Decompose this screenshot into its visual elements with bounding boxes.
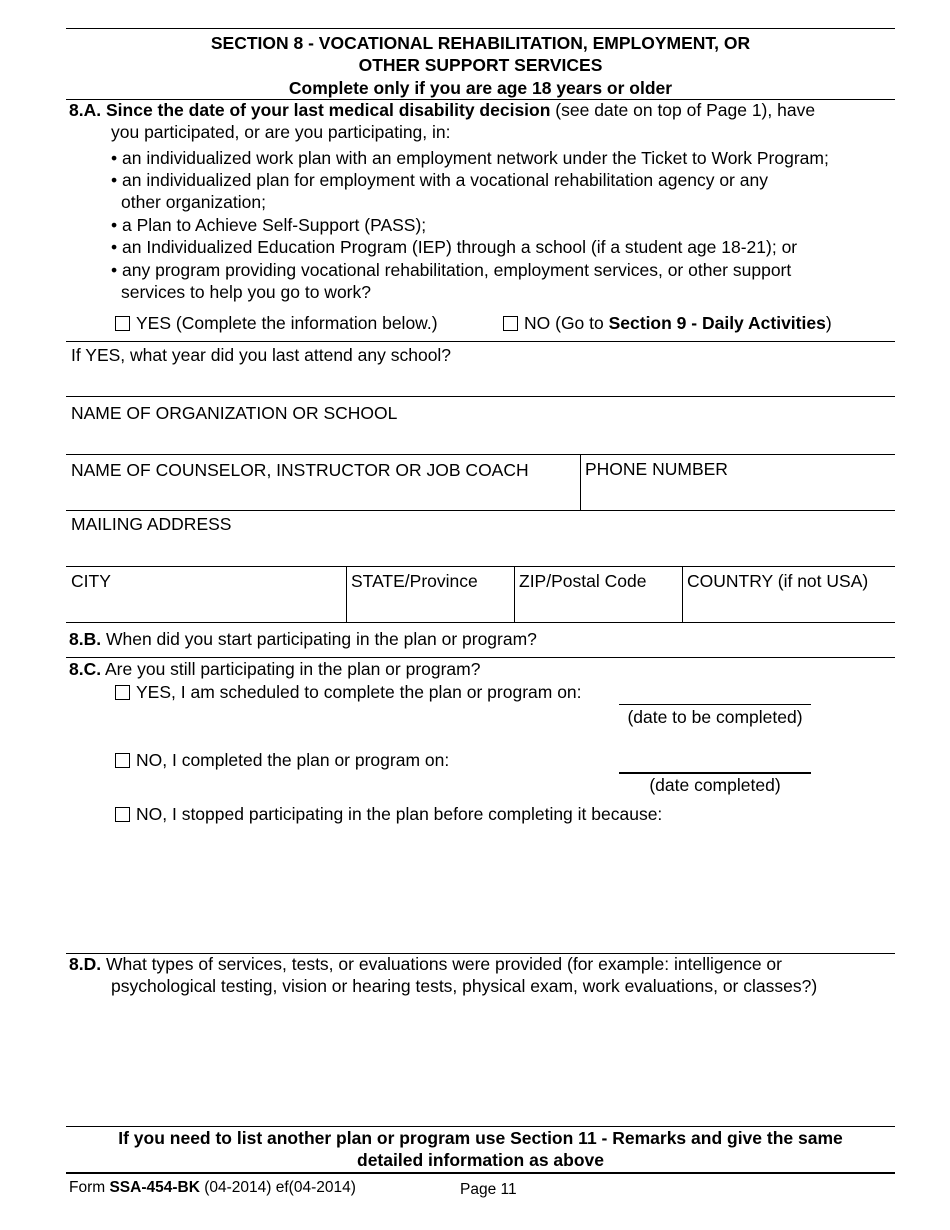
- section-subtitle: Complete only if you are age 18 years or older: [288, 78, 673, 98]
- no-stopped-checkbox[interactable]: [115, 807, 130, 822]
- country-field[interactable]: [683, 593, 895, 622]
- rule-8b: [66, 622, 895, 623]
- mailing-address-field[interactable]: [66, 536, 895, 566]
- counselor-name-label: NAME OF COUNSELOR, INSTRUCTOR OR JOB COACH: [71, 460, 529, 480]
- form-id: [69, 1177, 356, 1199]
- no-label-suffix: ): [825, 313, 832, 333]
- state-field[interactable]: [347, 593, 514, 622]
- org-name-field[interactable]: [66, 424, 895, 454]
- page-number: Page 11: [460, 1181, 517, 1198]
- stopped-reason-field[interactable]: [66, 830, 895, 950]
- rule-last-school: [66, 341, 895, 342]
- question-8b: [69, 628, 537, 650]
- q8a-text-line2: you participated, or are you participating, in:: [111, 122, 451, 142]
- bullet-text: an individualized work plan with an employment network under the Ticket to Work Program;: [122, 148, 829, 168]
- yes-label: YES (Complete the information below.): [136, 313, 438, 333]
- yes-checkbox[interactable]: [115, 316, 130, 331]
- bullet-dot: •: [111, 215, 118, 235]
- city-field[interactable]: [66, 593, 346, 622]
- date-to-be-completed-field[interactable]: [619, 704, 811, 705]
- q8d-number: 8.D.: [69, 954, 102, 974]
- question-8d: [69, 953, 782, 975]
- bullet-dot: •: [111, 148, 118, 168]
- last-school-year-label: If YES, what year did you last attend any school?: [71, 345, 452, 365]
- q8c-no-stopped-option[interactable]: [115, 803, 662, 825]
- footer-note-line1: If you need to list another plan or program use Section 11 - Remarks and give the same: [118, 1128, 843, 1148]
- yes-scheduled-label: YES, I am scheduled to complete the plan or program on:: [136, 682, 582, 702]
- form-prefix: Form: [69, 1179, 110, 1196]
- bullet-dot: •: [111, 170, 118, 190]
- date-completed-caption: (date completed): [649, 775, 781, 795]
- no-checkbox[interactable]: [503, 316, 518, 331]
- q8a-bullet-1: [111, 147, 829, 169]
- question-8c: [69, 658, 480, 680]
- services-provided-field[interactable]: [66, 1000, 895, 1122]
- rule-address: [66, 510, 895, 511]
- form-suffix: (04-2014) ef(04-2014): [199, 1179, 356, 1196]
- counselor-name-field[interactable]: [66, 481, 580, 510]
- q8a-bold-text: Since the date of your last medical disability decision: [105, 100, 551, 120]
- rule-org: [66, 396, 895, 397]
- bullet-dot: •: [111, 237, 118, 257]
- q8c-number: 8.C.: [69, 659, 102, 679]
- q8c-yes-option[interactable]: [115, 681, 582, 703]
- q8a-yes-option[interactable]: [115, 312, 438, 334]
- org-name-label: NAME OF ORGANIZATION OR SCHOOL: [71, 403, 398, 423]
- q8c-text: Are you still participating in the plan or program?: [101, 659, 481, 679]
- rule-page-footer: [66, 1172, 895, 1174]
- question-8a: [69, 99, 895, 121]
- no-label-bold: Section 9 - Daily Activities: [608, 313, 826, 333]
- mailing-address-label: MAILING ADDRESS: [71, 514, 232, 534]
- no-label-prefix: NO (Go to: [524, 313, 609, 333]
- zip-label: ZIP/Postal Code: [519, 571, 647, 591]
- bullet-text: any program providing vocational rehabilitation, employment services, or other support: [122, 260, 792, 280]
- q8d-text-line2: psychological testing, vision or hearing tests, physical exam, work evaluations, or classes?): [111, 976, 818, 996]
- q8d-text-line1: What types of services, tests, or evaluations were provided (for example: intelligence or: [101, 954, 782, 974]
- q8a-bullet-4: [111, 236, 797, 258]
- q8b-text: When did you start participating in the plan or program?: [101, 629, 537, 649]
- section-title-line2: OTHER SUPPORT SERVICES: [358, 55, 603, 75]
- section-title-line1: SECTION 8 - VOCATIONAL REHABILITATION, EMPLOYMENT, OR: [210, 33, 751, 53]
- no-stopped-label: NO, I stopped participating in the plan before completing it because:: [136, 804, 663, 824]
- q8a-bullet-5: [111, 259, 791, 281]
- country-label: COUNTRY (if not USA): [687, 571, 869, 591]
- state-label: STATE/Province: [351, 571, 478, 591]
- footer-note-line2: detailed information as above: [357, 1150, 604, 1170]
- q8a-bullet-2: [111, 169, 768, 191]
- no-completed-checkbox[interactable]: [115, 753, 130, 768]
- yes-scheduled-checkbox[interactable]: [115, 685, 130, 700]
- form-number: SSA-454-BK: [109, 1179, 200, 1196]
- q8c-no-completed-option[interactable]: [115, 749, 449, 771]
- top-rule: [66, 28, 895, 29]
- city-label: CITY: [71, 571, 111, 591]
- q8a-bullet-2-cont: other organization;: [121, 192, 266, 212]
- date-to-be-completed-caption: (date to be completed): [627, 707, 803, 727]
- q8a-no-option[interactable]: [503, 312, 832, 334]
- last-school-year-field[interactable]: [66, 366, 895, 396]
- bullet-dot: •: [111, 260, 118, 280]
- bullet-text: an Individualized Education Program (IEP) through a school (if a student age 18-21); or: [122, 237, 798, 257]
- q8a-bullet-3: [111, 214, 426, 236]
- bullet-text: a Plan to Achieve Self-Support (PASS);: [122, 215, 427, 235]
- q8a-number: 8.A.: [69, 100, 102, 120]
- rule-city: [66, 566, 895, 567]
- phone-field[interactable]: [581, 481, 895, 510]
- bullet-text: an individualized plan for employment with a vocational rehabilitation agency or any: [122, 170, 768, 190]
- q8a-bullet-5-cont: services to help you go to work?: [121, 282, 371, 302]
- zip-field[interactable]: [515, 593, 682, 622]
- q8a-text-rest: (see date on top of Page 1), have: [550, 100, 816, 120]
- no-completed-label: NO, I completed the plan or program on:: [136, 750, 450, 770]
- rule-counselor: [66, 454, 895, 455]
- q8b-number: 8.B.: [69, 629, 102, 649]
- phone-label: PHONE NUMBER: [585, 459, 728, 479]
